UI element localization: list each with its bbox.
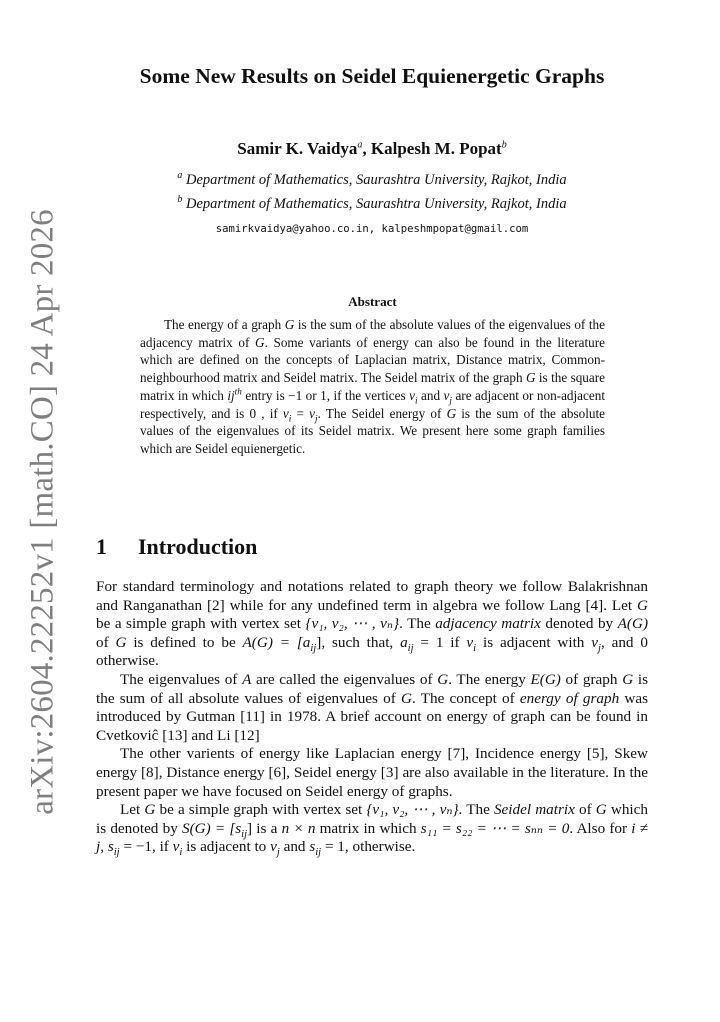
paragraph: The eigenvalues of A are called the eigenvalues of G. The energy E(G) of graph G is the sum of all absolute values of eigenvalues of G. The concept of energy of graph was introduced by Gutman [11] in 1978. A brief account on energy of graph can be found in Cvetkoviĉ [13] and Li [12] xyxy=(96,670,649,744)
author-name: Kalpesh M. Popat xyxy=(370,139,502,158)
affiliation-text: Department of Mathematics, Saurashtra University, Rajkot, India xyxy=(186,196,567,212)
author-affiliation-mark: b xyxy=(501,139,507,151)
section-body xyxy=(96,578,648,857)
paper-title: Some New Results on Seidel Equienergetic Graphs xyxy=(139,64,605,88)
affiliation-text: Department of Mathematics, Saurashtra University, Rajkot, India xyxy=(186,172,567,188)
section-title: Introduction xyxy=(138,534,258,559)
abstract-text: The energy of a graph G is the sum of the absolute values of the eigenvalues of the adjacency matrix of G. Some variants of energy can also be found in the literature which are defined on the concepts of Laplacian matrix, Distance matrix, Common-neighbourhood matrix and Seidel matrix. The Seidel matrix of the graph G is the square matrix in which $ij^{th}$ entry is −1 or 1, if the vertices $v_i$ and $v_j$ are adjacent or non-adjacent respectively, and is 0 , if $v_i = v_j$. The Seidel energy of G is the sum of the absolute values of the eigenvalues of its Seidel matrix. We present here some graph families which are Seidel equienergetic. xyxy=(140,317,606,456)
affiliation-mark: a xyxy=(177,170,183,182)
section-number: 1 xyxy=(96,534,107,559)
affiliation xyxy=(96,196,648,213)
paragraph: For standard terminology and notations related to graph theory we follow Balakrishnan and Ranganathan [2] while for any undefined term in algebra we follow Lang [4]. Let G be a simple graph with vertex set {v₁, v₂, ⋯ , vₙ}. The adjacency matrix denoted by A(G) of G is defined to be $A(G) = [a_{ij}]$, such that, $a_{ij} = 1$ if $v_i$ is adjacent with $v_j$, and 0 otherwise. xyxy=(96,578,649,670)
affiliation-mark: b xyxy=(177,194,183,206)
author-emails: samirkvaidya@yahoo.co.in, kalpeshmpopat@gmail.com xyxy=(215,223,529,235)
abstract-heading: Abstract xyxy=(348,294,397,309)
paragraph: Let G be a simple graph with vertex set {v₁, v₂, ⋯ , vₙ}. The Seidel matrix of G which is denoted by $S(G) = [s_{ij}]$ is a n × n matrix in which s₁₁ = s₂₂ = ⋯ = sₙₙ = 0. Also for i ≠ j, $s_{ij} = -1$, if $v_i$ is adjacent to $v_j$ and $s_{ij} = 1$, otherwise. xyxy=(96,801,649,859)
section-heading xyxy=(96,534,257,560)
author-affiliation-mark: a xyxy=(357,139,363,151)
author-name: Samir K. Vaidya xyxy=(237,139,358,158)
arxiv-identifier: arXiv:2604.22252v1 [math.CO] 24 Apr 2026 xyxy=(24,209,61,815)
author-line xyxy=(96,139,648,159)
affiliation xyxy=(96,172,648,189)
paragraph: The other varients of energy like Laplacian energy [7], Incidence energy [5], Skew energy [8], Distance energy [6], Seidel energy [3] are also available in the literature. In the present paper we have focused on Seidel energy of graphs. xyxy=(96,745,648,800)
author-separator: , xyxy=(362,139,371,158)
